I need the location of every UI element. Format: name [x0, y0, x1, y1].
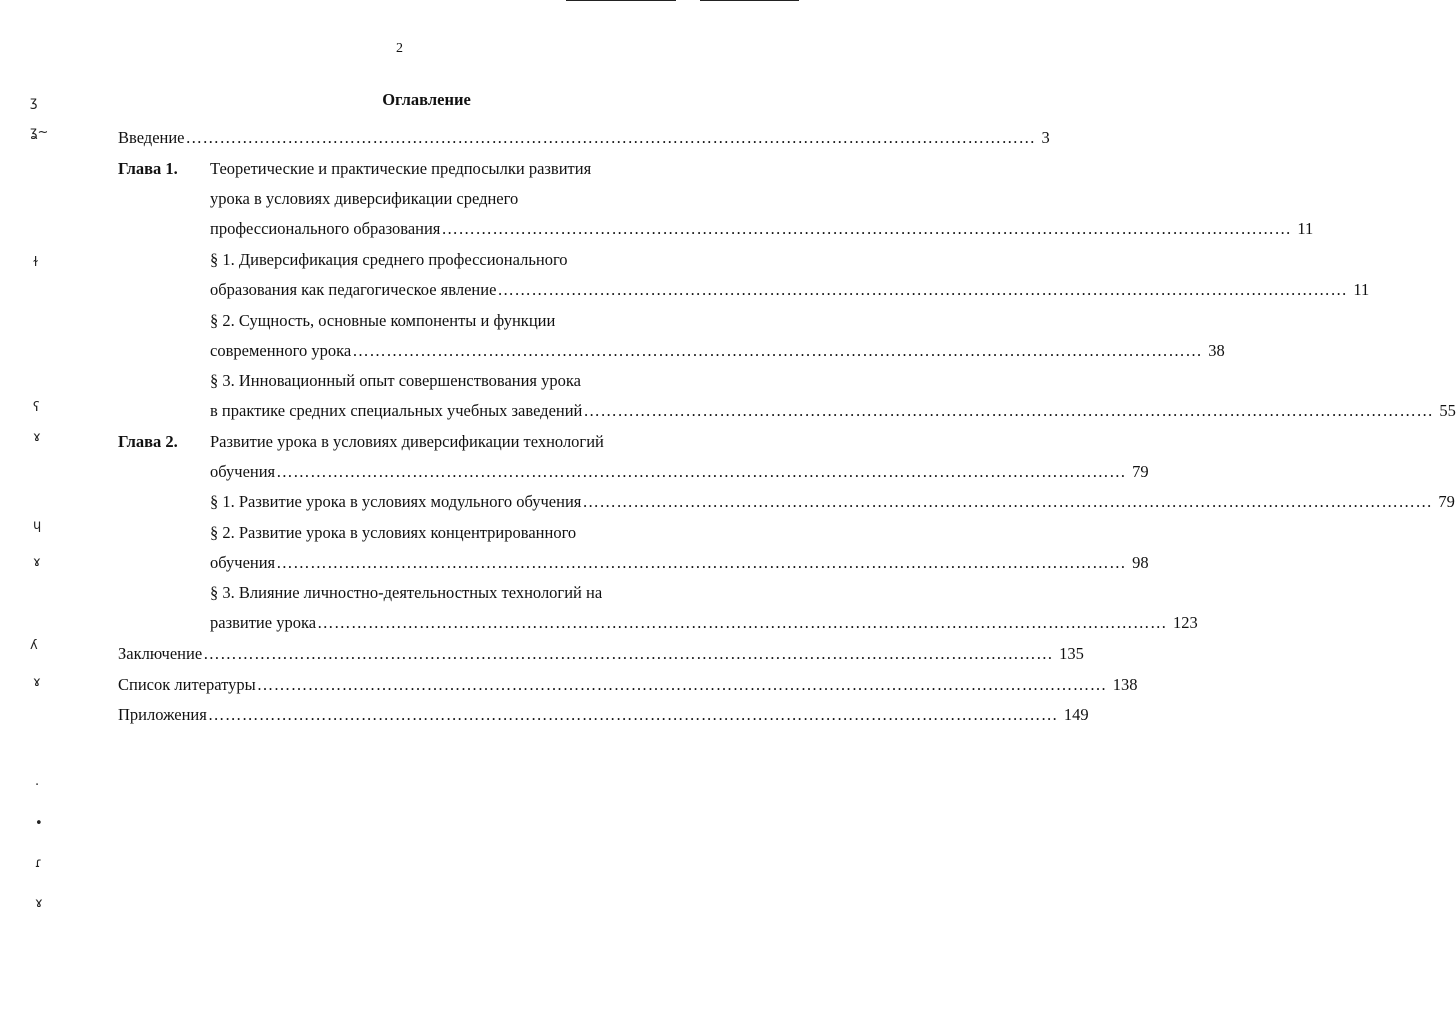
- dot-leader: ……………………………………………………………………………………………………………………………………: [441, 219, 1292, 238]
- dot-leader: ……………………………………………………………………………………………………………………………………: [256, 675, 1107, 694]
- scan-edge-line: [700, 0, 799, 1]
- toc-entry: [210, 399, 1456, 423]
- toc-entry-conclusion: [118, 642, 1084, 666]
- toc-page-number: 3: [1041, 128, 1050, 147]
- toc-entry-text: § 2. Сущность, основные компоненты и функции: [210, 311, 556, 330]
- toc-entry-text: в практике средних специальных учебных заведений: [210, 401, 583, 420]
- toc-entry-text: современного урока: [210, 341, 352, 360]
- dot-leader: ……………………………………………………………………………………………………………………………………: [185, 128, 1036, 147]
- dot-leader: ……………………………………………………………………………………………………………………………………: [583, 401, 1434, 420]
- toc-entry: [210, 217, 1314, 241]
- dot-leader: ……………………………………………………………………………………………………………………………………: [207, 705, 1058, 724]
- toc-entry-text: § 3. Инновационный опыт совершенствования урока: [210, 371, 581, 390]
- dot-leader: ……………………………………………………………………………………………………………………………………: [352, 341, 1203, 360]
- toc-page-number: 135: [1059, 644, 1084, 663]
- toc-entry: [210, 460, 1149, 484]
- toc-page-number: 138: [1112, 675, 1138, 694]
- toc-entry-section-2-1: [210, 490, 1455, 514]
- toc-entry-text: § 3. Влияние личностно-деятельностных технологий на: [210, 583, 603, 602]
- scan-artifact-mark: ɥ: [33, 518, 42, 533]
- toc-entry-bibliography: [118, 673, 1138, 697]
- toc-entry-introduction: [118, 126, 1050, 150]
- toc-entry-text: Введение: [118, 128, 185, 147]
- scan-artifact-mark: ɤ: [33, 555, 41, 570]
- toc-page-number: 149: [1063, 705, 1089, 724]
- toc-page-number: 98: [1132, 553, 1149, 572]
- scan-artifact-mark: ɤ: [33, 430, 41, 445]
- scan-artifact-mark: •: [35, 816, 43, 831]
- toc-entry: [210, 551, 1149, 575]
- scan-artifact-mark: ʕ: [33, 400, 40, 415]
- scan-artifact-mark: ɾ: [35, 856, 42, 871]
- scan-edge-line: [566, 0, 676, 1]
- dot-leader: ……………………………………………………………………………………………………………………………………: [276, 553, 1127, 572]
- toc-entry-text: обучения: [210, 553, 276, 572]
- toc-page-number: 55: [1439, 401, 1456, 420]
- toc-entry-chapter-1: [210, 157, 690, 181]
- toc-entry-text: профессионального образования: [210, 219, 441, 238]
- toc-entry-text: § 1. Развитие урока в условиях модульного обучения: [210, 492, 582, 511]
- toc-entry-text: § 2. Развитие урока в условиях концентрированного: [210, 523, 577, 542]
- scan-artifact-mark: ʓ~: [30, 125, 49, 140]
- scan-artifact-mark: ɫ: [33, 255, 39, 270]
- page-number: 2: [396, 41, 403, 56]
- toc-entry-text: Список литературы: [118, 675, 256, 694]
- toc-entry: [210, 187, 690, 211]
- chapter-label: Глава 1.: [118, 159, 178, 178]
- toc-entry: [210, 278, 1370, 302]
- dot-leader: ……………………………………………………………………………………………………………………………………: [317, 613, 1168, 632]
- dot-leader: ……………………………………………………………………………………………………………………………………: [203, 644, 1054, 663]
- toc-entry-section-2-2: [210, 521, 690, 545]
- toc-entry-text: урока в условиях диверсификации среднего: [210, 189, 519, 208]
- toc-entry-chapter-2: [210, 430, 690, 454]
- scan-artifact-mark: ɤ: [33, 675, 41, 690]
- dot-leader: ……………………………………………………………………………………………………………………………………: [497, 280, 1348, 299]
- toc-entry-text: Развитие урока в условиях диверсификации технологий: [210, 432, 604, 451]
- scan-artifact-mark: ʎ: [30, 638, 38, 653]
- toc-page-number: 11: [1353, 280, 1370, 299]
- toc-entry-text: § 1. Диверсификация среднего профессионального: [210, 250, 568, 269]
- toc-entry-text: развитие урока: [210, 613, 317, 632]
- toc-entry: [210, 339, 1225, 363]
- toc-entry-text: Теоретические и практические предпосылки развития: [210, 159, 592, 178]
- dot-leader: ……………………………………………………………………………………………………………………………………: [276, 462, 1127, 481]
- toc-page-number: 38: [1208, 341, 1225, 360]
- chapter-label: Глава 2.: [118, 432, 178, 451]
- toc-entry-text: образования как педагогическое явление: [210, 280, 497, 299]
- toc-page-number: 79: [1438, 492, 1455, 511]
- toc-page-number: 123: [1173, 613, 1198, 632]
- toc-entry-text: Заключение: [118, 644, 203, 663]
- toc-entry-appendices: [118, 703, 1089, 727]
- toc-entry-section-1-1: [210, 248, 690, 272]
- scan-artifact-mark: ʒ: [30, 95, 38, 110]
- toc-title: Оглавление: [382, 90, 471, 109]
- toc-entry-section-1-3: [210, 369, 690, 393]
- toc-entry-section-2-3: [210, 581, 690, 605]
- toc-entry-section-1-2: [210, 309, 690, 333]
- toc-page-number: 79: [1132, 462, 1149, 481]
- toc-entry: [210, 611, 1198, 635]
- scan-artifact-mark: ·: [35, 778, 40, 793]
- dot-leader: ……………………………………………………………………………………………………………………………………: [582, 492, 1433, 511]
- toc-entry-text: обучения: [210, 462, 276, 481]
- scan-artifact-mark: ɤ: [35, 896, 43, 911]
- toc-page-number: 11: [1297, 219, 1314, 238]
- toc-entry-text: Приложения: [118, 705, 207, 724]
